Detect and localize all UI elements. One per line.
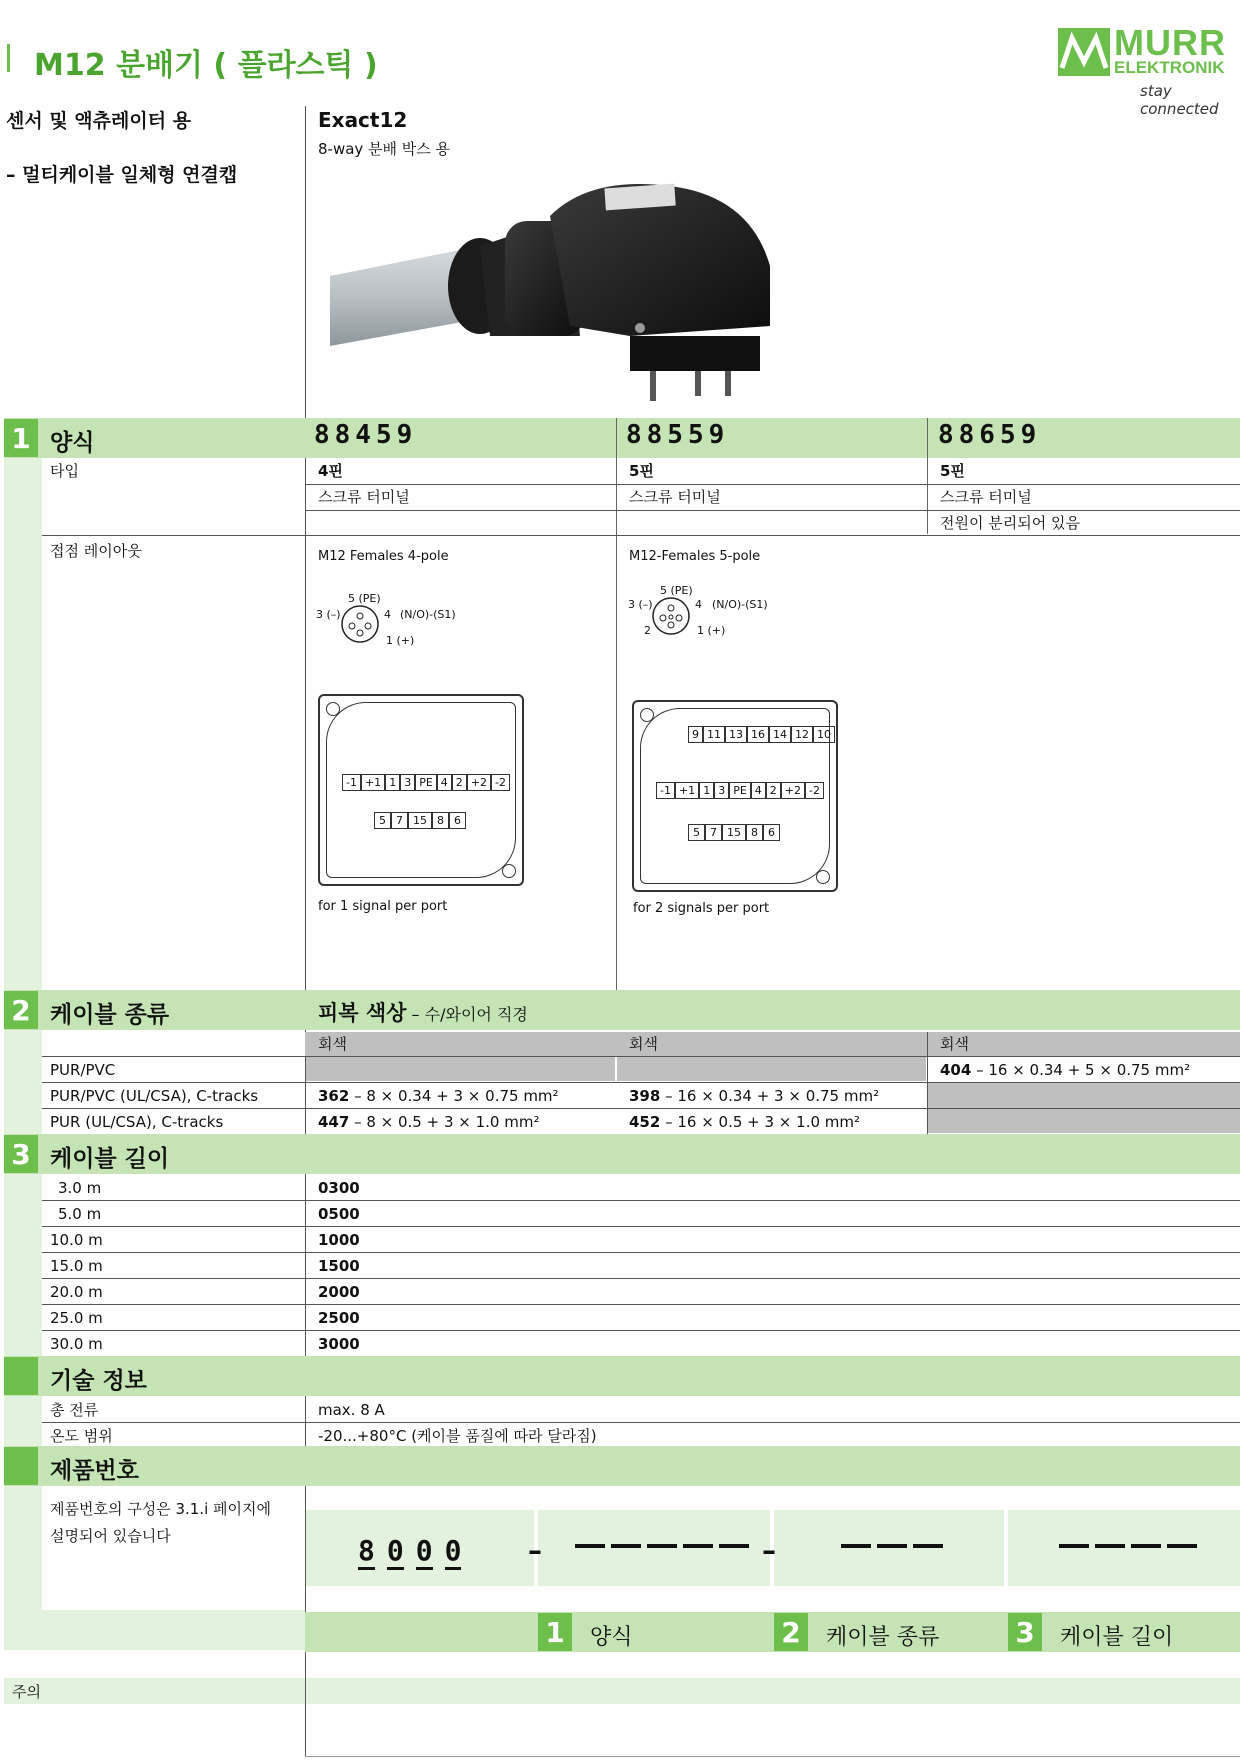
partnum-digit: 8: [358, 1534, 375, 1570]
partnum-blank-1: [572, 1544, 752, 1548]
legend-2-number: 2: [774, 1613, 808, 1651]
partnum-digit: 0: [387, 1534, 404, 1570]
type-pins-3: 5핀: [940, 462, 965, 480]
diagram-1-terminal-row-2: [374, 812, 466, 829]
terminal: 6: [763, 824, 780, 841]
note-bar-left: [4, 1678, 305, 1704]
section-1-label: 양식: [50, 430, 95, 456]
partnum-desc-1: 제품번호의 구성은 3.1.i 페이지에: [50, 1500, 271, 1518]
section-3-label: 케이블 길이: [50, 1146, 170, 1172]
cable-row-line-1: [42, 1082, 1240, 1083]
tech-label: 기술 정보: [50, 1368, 147, 1394]
terminal: 13: [725, 726, 747, 743]
product-subtitle: 8-way 분배 박스 용: [318, 140, 451, 158]
type-terminal-2: 스크류 터미널: [629, 488, 721, 506]
partnum-blank-2: [838, 1544, 946, 1548]
terminal: 14: [769, 726, 791, 743]
terminal: 16: [747, 726, 769, 743]
code-88459: 88459: [314, 420, 418, 450]
wire-diameter-label: – 수/와이어 직경: [406, 1005, 528, 1024]
page-title: M12 분배기 ( 플라스틱 ): [34, 48, 378, 83]
color-1: 회색: [318, 1035, 347, 1053]
color-3: 회색: [940, 1035, 969, 1053]
cable-row-2-label: PUR/PVC (UL/CSA), C-tracks: [50, 1087, 259, 1105]
murr-logo: [1058, 22, 1248, 118]
diagram-2-terminal-row-top: [688, 726, 835, 743]
partnum-box-2: [538, 1510, 770, 1586]
terminal: 15: [408, 812, 432, 829]
length-code: 1500: [318, 1257, 360, 1275]
length-label: 20.0 m: [50, 1283, 103, 1301]
terminal: 1: [385, 774, 400, 791]
section-3-header: [4, 1134, 1240, 1174]
length-row-line: [42, 1278, 1240, 1279]
diagram-2-terminal-row-2: [688, 824, 780, 841]
partnum-box-4: [1008, 1510, 1240, 1586]
title-accent-bar: [7, 44, 10, 72]
length-code: 0300: [318, 1179, 360, 1197]
terminal: 6: [449, 812, 466, 829]
tech-row-2-label: 온도 범위: [50, 1427, 113, 1445]
cable-cell-r1c1: [306, 1057, 615, 1081]
type-row-line-2: [305, 510, 1240, 511]
d1-pin4b: (N/O)-(S1): [400, 608, 456, 621]
legend-3-label: 케이블 길이: [1060, 1625, 1174, 1650]
cable-row-1-label: PUR/PVC: [50, 1061, 116, 1079]
length-code: 1000: [318, 1231, 360, 1249]
tech-side-strip: [4, 1396, 42, 1446]
terminal: 7: [705, 824, 722, 841]
code-88559: 88559: [626, 420, 730, 450]
d2-pin1: 1 (+): [697, 624, 726, 637]
partnum-desc-2: 설명되어 있습니다: [50, 1527, 171, 1545]
cable-spec: – 16 × 0.34 + 5 × 0.75 mm²: [971, 1061, 1191, 1079]
left-heading-1: 센서 및 액츄레이터 용: [6, 110, 192, 132]
tech-row-2-value: -20...+80°C (케이블 품질에 따라 달라짐): [318, 1427, 597, 1445]
d2-pin2: 2: [644, 624, 651, 637]
terminal: 3: [714, 782, 729, 799]
d1-pin1: 1 (+): [386, 634, 415, 647]
type-terminal-1: 스크류 터미널: [318, 488, 410, 506]
terminal: 15: [722, 824, 746, 841]
d1-pin4: 4: [384, 608, 391, 621]
terminal: 12: [791, 726, 813, 743]
terminal: 10: [813, 726, 835, 743]
d1-pin3: 3 (–): [316, 608, 341, 621]
terminal: 2: [766, 782, 781, 799]
section-2-label: 케이블 종류: [50, 1002, 170, 1028]
code-88659: 88659: [938, 420, 1042, 450]
section-3-side-strip: [4, 1174, 42, 1356]
length-code: 2500: [318, 1309, 360, 1327]
type-terminal-3: 스크류 터미널: [940, 488, 1032, 506]
d2-pin4: 4: [695, 598, 702, 611]
cable-code: 362: [318, 1087, 350, 1105]
terminal: PE: [415, 774, 437, 791]
partnum-side-strip: [4, 1486, 42, 1610]
length-code: 3000: [318, 1335, 360, 1353]
product-name: Exact12: [318, 108, 408, 132]
length-row-line: [42, 1304, 1240, 1305]
length-label: 3.0 m: [58, 1179, 102, 1197]
type-label: 타입: [50, 462, 79, 480]
cable-col-divider-2: [927, 1032, 928, 1134]
legend-1-number: 1: [538, 1613, 572, 1651]
partnum-label: 제품번호: [50, 1458, 139, 1484]
terminal: -1: [342, 774, 361, 791]
section-1-header-right: [305, 418, 1240, 458]
terminal: -2: [805, 782, 824, 799]
diagram-1-title: M12 Females 4-pole: [318, 549, 449, 564]
diagram-2-title: M12-Females 5-pole: [629, 549, 761, 564]
partnum-prefix: [358, 1534, 461, 1570]
terminal: PE: [729, 782, 751, 799]
cable-row-3-col1: [318, 1113, 539, 1131]
type-row-line-3: [42, 535, 1240, 536]
terminal: 5: [374, 812, 391, 829]
cable-row-1-col3: [940, 1061, 1190, 1079]
d2-pin3: 3 (–): [628, 598, 653, 611]
cable-code: 404: [940, 1061, 972, 1079]
logo-text-main: MURR: [1114, 22, 1226, 63]
diagram-1-box: [318, 694, 524, 886]
type-pins-1: 4핀: [318, 462, 343, 480]
diagram-2-box: [632, 700, 838, 892]
partnum-box-3: [774, 1510, 1004, 1586]
type-pins-2: 5핀: [629, 462, 654, 480]
section-3-number: 3: [4, 1135, 38, 1173]
partnum-digit: 0: [416, 1534, 433, 1570]
page-bottom-line: [305, 1756, 1240, 1757]
length-row-line: [42, 1330, 1240, 1331]
cable-row-3-label: PUR (UL/CSA), C-tracks: [50, 1113, 224, 1131]
diagram-1-caption: for 1 signal per port: [318, 899, 448, 914]
d2-pin4b: (N/O)-(S1): [712, 598, 768, 611]
logo-mark-icon: [1058, 28, 1110, 76]
contact-layout-label: 접점 레이아웃: [50, 542, 142, 560]
length-label: 10.0 m: [50, 1231, 103, 1249]
terminal: 8: [432, 812, 449, 829]
cable-row-3-col2: [629, 1113, 860, 1131]
note-bar-right: [306, 1678, 1240, 1704]
tech-header-marker: [4, 1357, 38, 1395]
col-divider-2: [927, 418, 928, 534]
terminal: +1: [675, 782, 699, 799]
length-row-line: [42, 1226, 1240, 1227]
color-row-bg: [305, 1032, 1240, 1056]
terminal: +2: [467, 774, 491, 791]
terminal: 2: [452, 774, 467, 791]
tech-row-1-value: max. 8 A: [318, 1401, 385, 1419]
terminal: +1: [361, 774, 385, 791]
col-divider-1: [616, 418, 617, 990]
color-2: 회색: [629, 1035, 658, 1053]
terminal: 3: [400, 774, 415, 791]
cable-code: 447: [318, 1113, 350, 1131]
type-extra-3: 전원이 분리되어 있음: [940, 514, 1080, 532]
product-image: [330, 176, 800, 416]
partnum-header-marker: [4, 1447, 38, 1485]
cable-row-line-0: [42, 1056, 1240, 1057]
diagram-2-terminal-row-1: [656, 782, 824, 799]
terminal: -2: [491, 774, 510, 791]
terminal: +2: [781, 782, 805, 799]
section-2-right-title: [318, 997, 528, 1027]
cable-spec: – 16 × 0.34 + 3 × 0.75 mm²: [660, 1087, 880, 1105]
partnum-bottom-strip: [4, 1610, 305, 1650]
terminal: 8: [746, 824, 763, 841]
diagram-1-terminal-row-1: [342, 774, 510, 791]
terminal: 1: [699, 782, 714, 799]
partnum-blank-3: [1056, 1544, 1200, 1548]
main-column-divider: [305, 106, 306, 1756]
cable-code: 452: [629, 1113, 661, 1131]
length-row-line: [42, 1200, 1240, 1201]
length-code: 0500: [318, 1205, 360, 1223]
cable-spec: – 8 × 0.34 + 3 × 0.75 mm²: [349, 1087, 559, 1105]
length-label: 30.0 m: [50, 1335, 103, 1353]
partnum-sep-1: –: [528, 1534, 542, 1567]
partnum-digit: 0: [445, 1534, 462, 1570]
cable-row-2-col2: [629, 1087, 879, 1105]
length-row-line: [42, 1252, 1240, 1253]
tech-header: [4, 1356, 1240, 1396]
tech-row-1-label: 총 전류: [50, 1401, 99, 1419]
d1-pin5: 5 (PE): [348, 592, 381, 605]
cover-color-label: 피복 색상: [318, 1001, 407, 1025]
logo-tagline: stay connected: [1140, 82, 1219, 118]
length-label: 5.0 m: [58, 1205, 102, 1223]
cable-row-line-2: [42, 1108, 1240, 1109]
terminal: 9: [688, 726, 703, 743]
length-label: 25.0 m: [50, 1309, 103, 1327]
diagram-2-caption: for 2 signals per port: [633, 901, 770, 916]
partnum-sep-2: –: [762, 1534, 776, 1567]
terminal: 11: [703, 726, 725, 743]
section-2-header: [4, 990, 1240, 1030]
left-heading-2: – 멀티케이블 일체형 연결캡: [6, 164, 238, 186]
type-row-line-1: [305, 484, 1240, 485]
section-1-number: 1: [4, 419, 38, 457]
section-2-number: 2: [4, 991, 38, 1029]
length-code: 2000: [318, 1283, 360, 1301]
terminal: 7: [391, 812, 408, 829]
length-label: 15.0 m: [50, 1257, 103, 1275]
terminal: -1: [656, 782, 675, 799]
terminal: 5: [688, 824, 705, 841]
cable-code: 398: [629, 1087, 661, 1105]
logo-text-sub: ELEKTRONIK: [1114, 58, 1225, 77]
cable-cell-r1c2: [617, 1057, 926, 1081]
legend-1-label: 양식: [590, 1625, 633, 1650]
d2-pin5: 5 (PE): [660, 584, 693, 597]
terminal: 4: [437, 774, 452, 791]
cable-row-2-col1: [318, 1087, 559, 1105]
section-1-side-strip: [4, 458, 42, 990]
partnum-header: [4, 1446, 1240, 1486]
cable-spec: – 16 × 0.5 + 3 × 1.0 mm²: [660, 1113, 861, 1131]
legend-2-label: 케이블 종류: [826, 1625, 940, 1650]
tech-row-line: [42, 1422, 1240, 1423]
cable-spec: – 8 × 0.5 + 3 × 1.0 mm²: [349, 1113, 540, 1131]
legend-3-number: 3: [1008, 1613, 1042, 1651]
note-label: 주의: [12, 1683, 41, 1701]
section-2-side-strip: [4, 1030, 42, 1134]
terminal: 4: [751, 782, 766, 799]
